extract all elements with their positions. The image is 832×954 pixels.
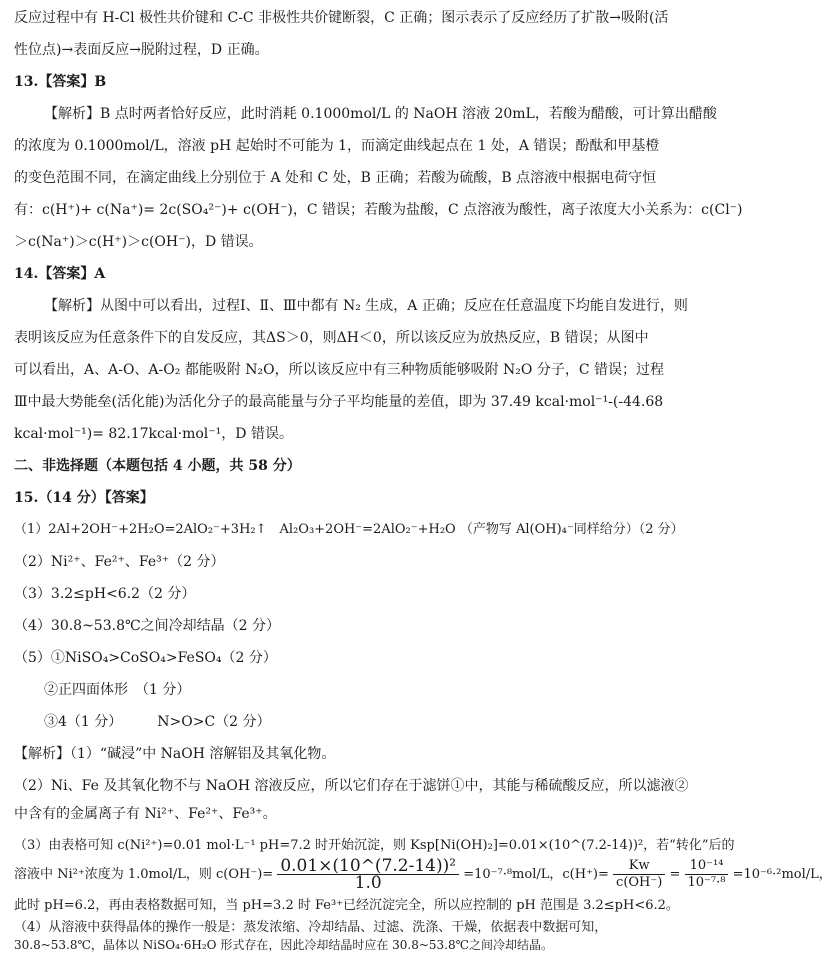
q14-line: Ⅲ中最大势能垒(活化能)为活化分子的最高能量与分子平均能量的差值，即为 37.49 kcal·mol⁻¹-(-44.68 — [14, 394, 664, 410]
fraction-power — [685, 858, 729, 891]
q15-answer-5-3: ③4（1 分） N>O>C（2 分） — [44, 714, 271, 730]
analysis-line: 中含有的金属离子有 Ni²⁺、Fe²⁺、Fe³⁺。 — [14, 806, 277, 822]
q14-line: 可以看出，A、A-O、A-O₂ 都能吸附 N₂O，所以该反应中有三种物质能够吸附 N₂O 分子，C 错误；过程 — [14, 362, 664, 378]
q13-line: 有：c(H⁺)+ c(Na⁺)= 2c(SO₄²⁻)+ c(OH⁻)，C 错误；若酸为盐酸，C 点溶液为酸性，离子浓度大小关系为：c(Cl⁻) — [14, 202, 743, 218]
formula-prefix: 溶液中 Ni²⁺浓度为 1.0mol/L，则 c(OH⁻)= — [14, 867, 274, 882]
formula-mid: =10⁻⁷·⁸mol/L，c(H⁺)= — [463, 867, 609, 882]
q15-answer: （1）2Al+2OH⁻+2H₂O=2AlO₂⁻+3H₂↑ Al₂O₃+2OH⁻=2AlO₂⁻+H₂O （产物写 Al(OH)₄⁻同样给分）（2 分） — [14, 522, 684, 537]
fraction-ksp — [277, 858, 459, 891]
q15-answer: （2）Ni²⁺、Fe²⁺、Fe³⁺（2 分） — [14, 554, 225, 570]
fraction-denominator: 10⁻⁷·⁸ — [687, 875, 726, 890]
q13-line: 【解析】B 点时两者恰好反应，此时消耗 0.1000mol/L 的 NaOH 溶液 20mL，若酸为醋酸，可计算出醋酸 — [44, 106, 717, 122]
q14-heading: 14.【答案】A — [14, 266, 106, 282]
q14-line: 【解析】从图中可以看出，过程Ⅰ、Ⅱ、Ⅲ中都有 N₂ 生成，A 正确；反应在任意温度下均能自发进行，则 — [44, 298, 688, 314]
q14-line: 表明该反应为任意条件下的自发反应，其ΔS＞0，则ΔH＜0，所以该反应为放热反应，B 错误；从图中 — [14, 330, 649, 346]
q13-line: ＞c(Na⁺)＞c(H⁺)＞c(OH⁻)，D 错误。 — [14, 234, 263, 250]
fraction-numerator: Kw — [613, 858, 665, 875]
fraction-denominator: c(OH⁻) — [616, 875, 663, 890]
section-title: 二、非选择题（本题包括 4 小题，共 58 分） — [14, 458, 301, 474]
q12-tail-line1: 反应过程中有 H-Cl 极性共价键和 C-C 非极性共价键断裂，C 正确；图示表示了反应经历了扩散→吸附(活 — [14, 10, 669, 26]
analysis-line: 30.8~53.8℃，晶体以 NiSO₄·6H₂O 形式存在，因此冷却结晶时应在 30.8~53.8℃之间冷却结晶。 — [14, 938, 554, 952]
analysis-formula-line — [14, 858, 832, 891]
fraction-numerator: 10⁻¹⁴ — [685, 858, 729, 875]
fraction-kw — [613, 858, 665, 891]
q15-answer: （5）①NiSO₄>CoSO₄>FeSO₄（2 分） — [14, 650, 277, 666]
formula-eq: = — [669, 867, 681, 882]
formula-tail: =10⁻⁶·²mol/L， — [732, 867, 832, 882]
analysis-line: （3）由表格可知 c(Ni²⁺)=0.01 mol·L⁻¹ pH=7.2 时开始沉淀，则 Ksp[Ni(OH)₂]=0.01×(10^(7.2-14))²，若“转化”后的 — [14, 838, 735, 853]
analysis-line: 【解析】（1）“碱浸”中 NaOH 溶解铝及其氧化物。 — [14, 746, 336, 762]
analysis-line: 此时 pH=6.2，再由表格数据可知，当 pH=3.2 时 Fe³⁺已经沉淀完全，所以应控制的 pH 范围是 3.2≤pH<6.2。 — [14, 898, 679, 913]
q15-answer-5-2: ②正四面体形 （1 分） — [44, 682, 191, 698]
fraction-numerator: 0.01×(10^(7.2-14))² — [277, 858, 459, 875]
q15-answer: （3）3.2≤pH<6.2（2 分） — [14, 586, 196, 602]
q13-line: 的变色范围不同，在滴定曲线上分别位于 A 处和 C 处，B 正确；若酸为硫酸，B 点溶液中根据电荷守恒 — [14, 170, 657, 186]
q14-line: kcal·mol⁻¹)= 82.17kcal·mol⁻¹，D 错误。 — [14, 426, 293, 442]
q12-tail-line2: 性位点)→表面反应→脱附过程，D 正确。 — [14, 42, 269, 58]
q13-heading: 13.【答案】B — [14, 74, 107, 90]
analysis-line: （4）从溶液中获得晶体的操作一般是：蒸发浓缩、冷却结晶、过滤、洗涤、干燥，依据表中数据可知， — [14, 920, 608, 935]
q15-heading: 15.（14 分）【答案】 — [14, 490, 154, 506]
q13-line: 的浓度为 0.1000mol/L，溶液 pH 起始时不可能为 1，而滴定曲线起点在 1 处，A 错误；酚酞和甲基橙 — [14, 138, 660, 154]
q15-answer: （4）30.8~53.8℃之间冷却结晶（2 分） — [14, 618, 280, 634]
analysis-line: （2）Ni、Fe 及其氧化物不与 NaOH 溶液反应，所以它们存在于滤饼①中，其能与稀硫酸反应，所以滤液② — [14, 778, 689, 794]
fraction-denominator: 1.0 — [354, 873, 382, 893]
